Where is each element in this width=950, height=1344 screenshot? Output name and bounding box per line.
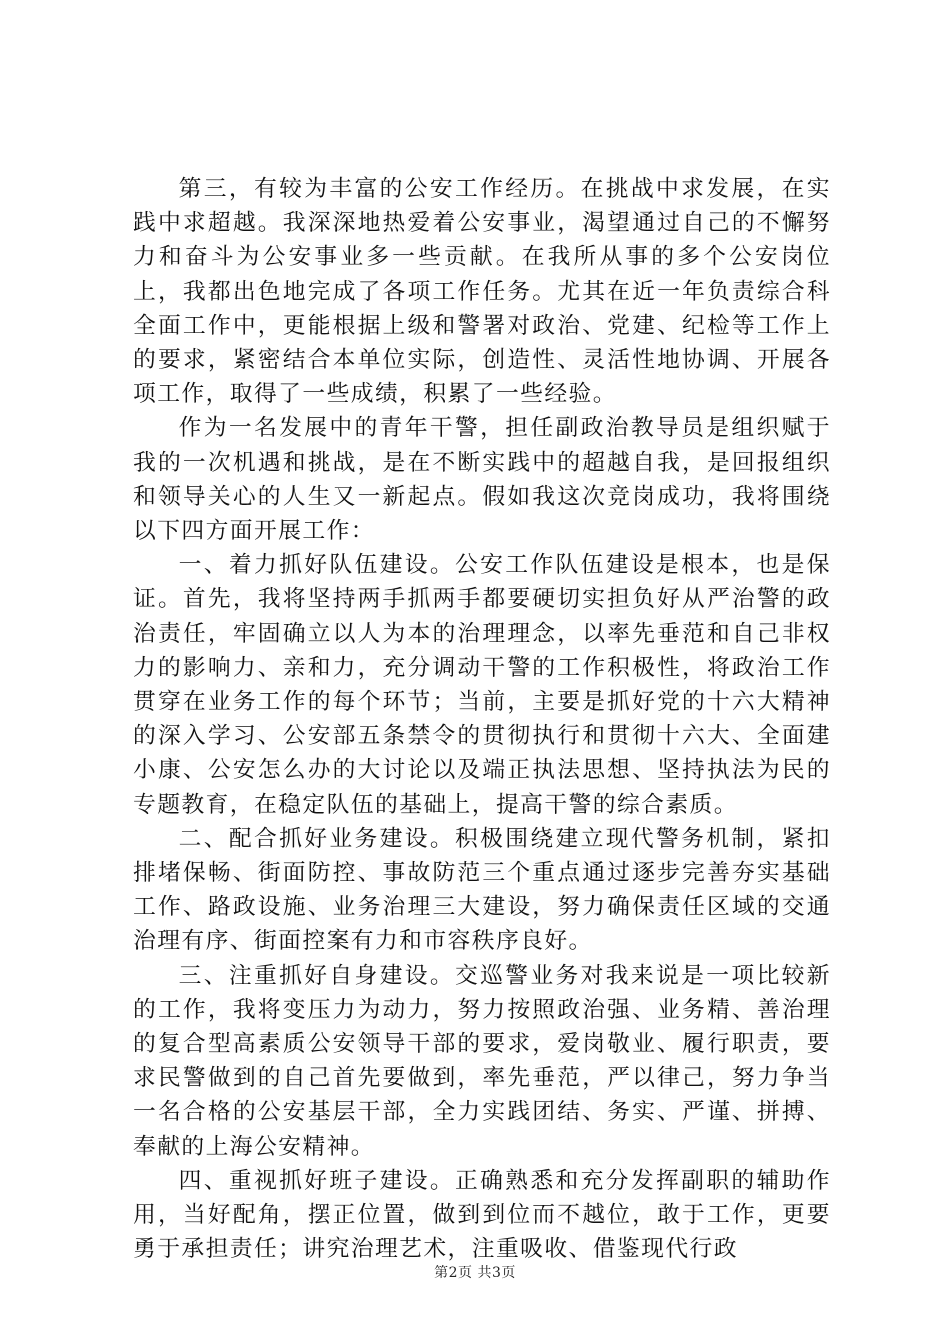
page-number-footer: 第2页 共3页 <box>434 1265 516 1281</box>
paragraph-team-building: 一、着力抓好队伍建设。公安工作队伍建设是根本，也是保证。首先，我将坚持两手抓两手都要硬切实担负好从严治警的政治责任，牢固确立以人为本的治理理念，以率先垂范和自己非权力的影响力、亲和力，充分调动干警的工作积极性，将政治工作贯穿在业务工作的每个环节；当前，主要是抓好党的十六大精神的深入学习、公安部五条禁令的贯彻执行和贯彻十六大、全面建小康、公安怎么办的大讨论以及端正执法思想、坚持执法为民的专题教育，在稳定队伍的基础上，提高干警的综合素质。 <box>133 552 831 818</box>
paragraph-self-building: 三、注重抓好自身建设。交巡警业务对我来说是一项比较新的工作，我将变压力为动力，努力按照政治强、业务精、善治理的复合型高素质公安领导干部的要求，爱岗敬业、履行职责，要求民警做到的自己首先要做到，率先垂范，严以律己，努力争当一名合格的公安基层干部，全力实践团结、务实、严谨、拼搏、奉献的上海公安精神。 <box>133 962 831 1160</box>
paragraph-business-building: 二、配合抓好业务建设。积极围绕建立现代警务机制，紧扣排堵保畅、街面防控、事故防范三个重点通过逐步完善夯实基础工作、路政设施、业务治理三大建设，努力确保责任区域的交通治理有序、街面控案有力和市容秩序良好。 <box>133 825 831 955</box>
paragraph-experience: 第三，有较为丰富的公安工作经历。在挑战中求发展，在实践中求超越。我深深地热爱着公安事业，渴望通过自己的不懈努力和奋斗为公安事业多一些贡献。在我所从事的多个公安岗位上，我都出色地完成了各项工作任务。尤其在近一年负责综合科全面工作中，更能根据上级和警署对政治、党建、纪检等工作上的要求，紧密结合本单位实际，创造性、灵活性地协调、开展各项工作，取得了一些成绩，积累了一些经验。 <box>133 176 831 408</box>
paragraph-intro: 作为一名发展中的青年干警，担任副政治教导员是组织赋于我的一次机遇和挑战，是在不断实践中的超越自我，是回报组织和领导关心的人生又一新起点。假如我这次竞岗成功，我将围绕以下四方面开展工作： <box>133 415 831 545</box>
paragraph-leadership-building: 四、重视抓好班子建设。正确熟悉和充分发挥副职的辅助作用，当好配角，摆正位置，做到到位而不越位，敢于工作，更要勇于承担责任；讲究治理艺术，注重吸收、借鉴现代行政 <box>133 1167 831 1263</box>
document-body <box>133 172 831 1267</box>
